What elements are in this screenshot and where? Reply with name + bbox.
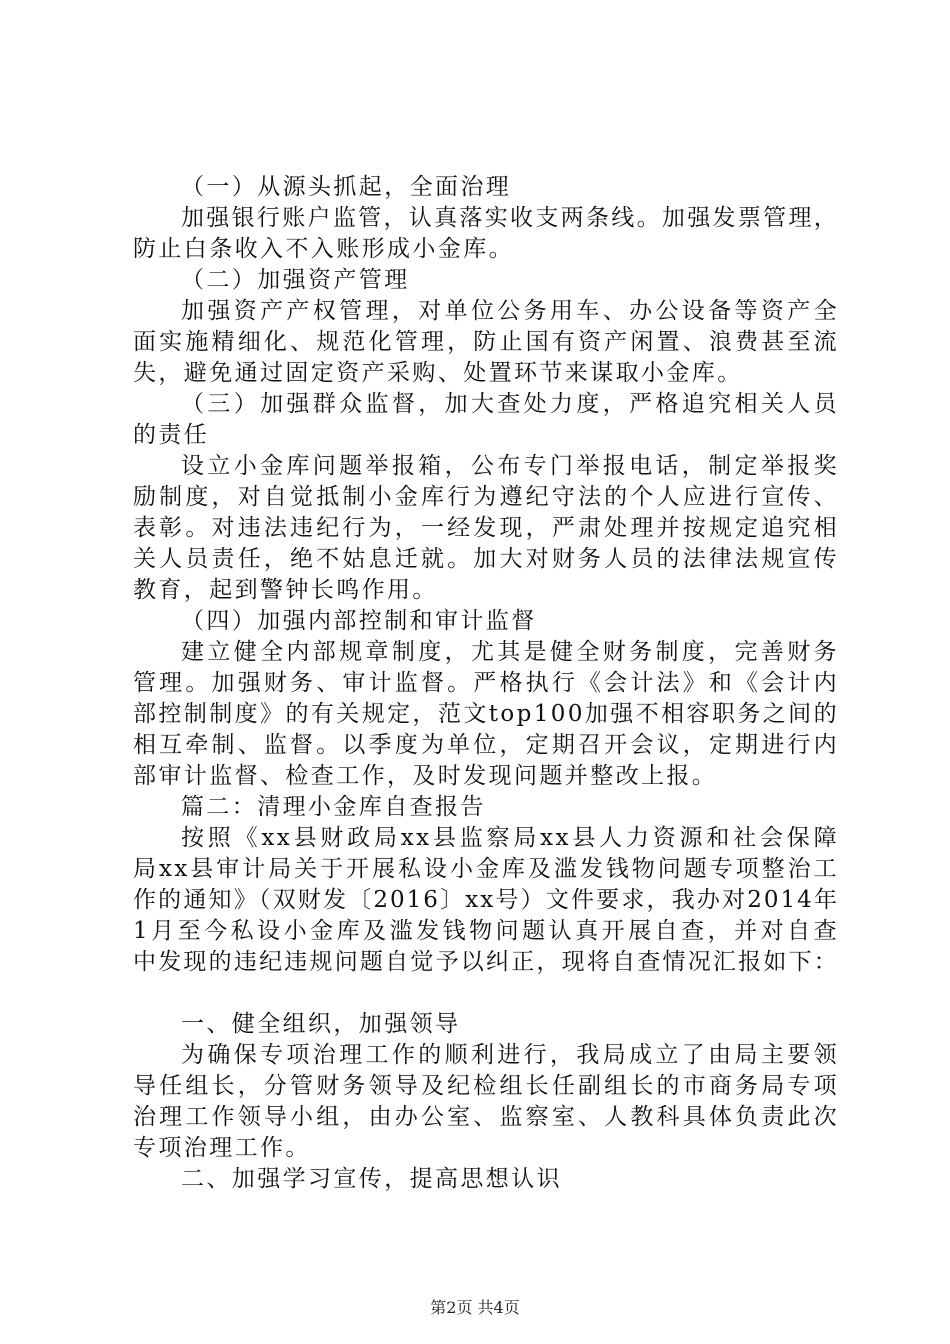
section-heading: （一）从源头抓起，全面治理 <box>181 174 512 200</box>
page-number-footer: 第2页 共4页 <box>430 1298 520 1317</box>
article-title: 篇二：清理小金库自查报告 <box>181 794 486 820</box>
paragraph-line: 部审计监督、检查工作，及时发现问题并整改上报。 <box>133 763 718 789</box>
paragraph-line: 建立健全内部规章制度，尤其是健全财务制度，完善财务 <box>181 639 839 665</box>
section-heading: （三）加强群众监督，加大查处力度，严格追究相关人员 <box>181 391 839 417</box>
section-heading: （二）加强资产管理 <box>181 267 410 293</box>
paragraph-line: 管理。加强财务、审计监督。严格执行《会计法》和《会计内 <box>133 670 839 696</box>
paragraph-line: 关人员责任，绝不姑息迁就。加大对财务人员的法律法规宣传 <box>133 546 839 572</box>
paragraph-line: 导任组长，分管财务领导及纪检组长任副组长的市商务局专项 <box>133 1073 839 1099</box>
paragraph-line: 相互牵制、监督。以季度为单位，定期召开会议，定期进行内 <box>133 732 839 758</box>
paragraph-line: 面实施精细化、规范化管理，防止国有资产闲置、浪费甚至流 <box>133 329 839 355</box>
paragraph-line: 教育，起到警钟长鸣作用。 <box>133 577 438 603</box>
paragraph-line: 局xx县审计局关于开展私设小金库及滥发钱物问题专项整治工 <box>133 856 839 882</box>
paragraph-line: 表彰。对违法违纪行为，一经发现，严肃处理并按规定追究相 <box>133 515 839 541</box>
paragraph-line: 治理工作领导小组，由办公室、监察室、人教科具体负责此次 <box>133 1104 839 1130</box>
paragraph-line: 按照《xx县财政局xx县监察局xx县人力资源和社会保障 <box>181 825 839 851</box>
paragraph-line: 失，避免通过固定资产采购、处置环节来谋取小金库。 <box>133 360 743 386</box>
section-heading-continued: 的责任 <box>133 422 210 448</box>
section-heading: 一、健全组织，加强领导 <box>181 1011 461 1037</box>
paragraph-line: 加强银行账户监管，认真落实收支两条线。加强发票管理， <box>181 205 839 231</box>
paragraph-line: 加强资产产权管理，对单位公务用车、办公设备等资产全 <box>181 298 839 324</box>
paragraph-line: 为确保专项治理工作的顺利进行，我局成立了由局主要领 <box>181 1042 839 1068</box>
paragraph-line: 防止白条收入不入账形成小金库。 <box>133 236 514 262</box>
paragraph-line: 专项治理工作。 <box>133 1135 311 1161</box>
section-heading: （四）加强内部控制和审计监督 <box>181 608 537 634</box>
paragraph-line: 励制度，对自觉抵制小金库行为遵纪守法的个人应进行宣传、 <box>133 484 839 510</box>
paragraph-line: 部控制制度》的有关规定，范文top100加强不相容职务之间的 <box>133 701 839 727</box>
document-body <box>133 172 839 1195</box>
blank-line <box>133 978 839 1009</box>
paragraph-line: 设立小金库问题举报箱，公布专门举报电话，制定举报奖 <box>181 453 839 479</box>
paragraph-line: 1月至今私设小金库及滥发钱物问题认真开展自查，并对自查 <box>133 918 839 944</box>
section-heading: 二、加强学习宣传，提高思想认识 <box>181 1166 562 1192</box>
paragraph-line: 作的通知》（双财发〔2016〕xx号）文件要求，我办对2014年 <box>133 887 839 913</box>
paragraph-line: 中发现的违纪违规问题自觉予以纠正，现将自查情况汇报如下： <box>133 949 839 975</box>
